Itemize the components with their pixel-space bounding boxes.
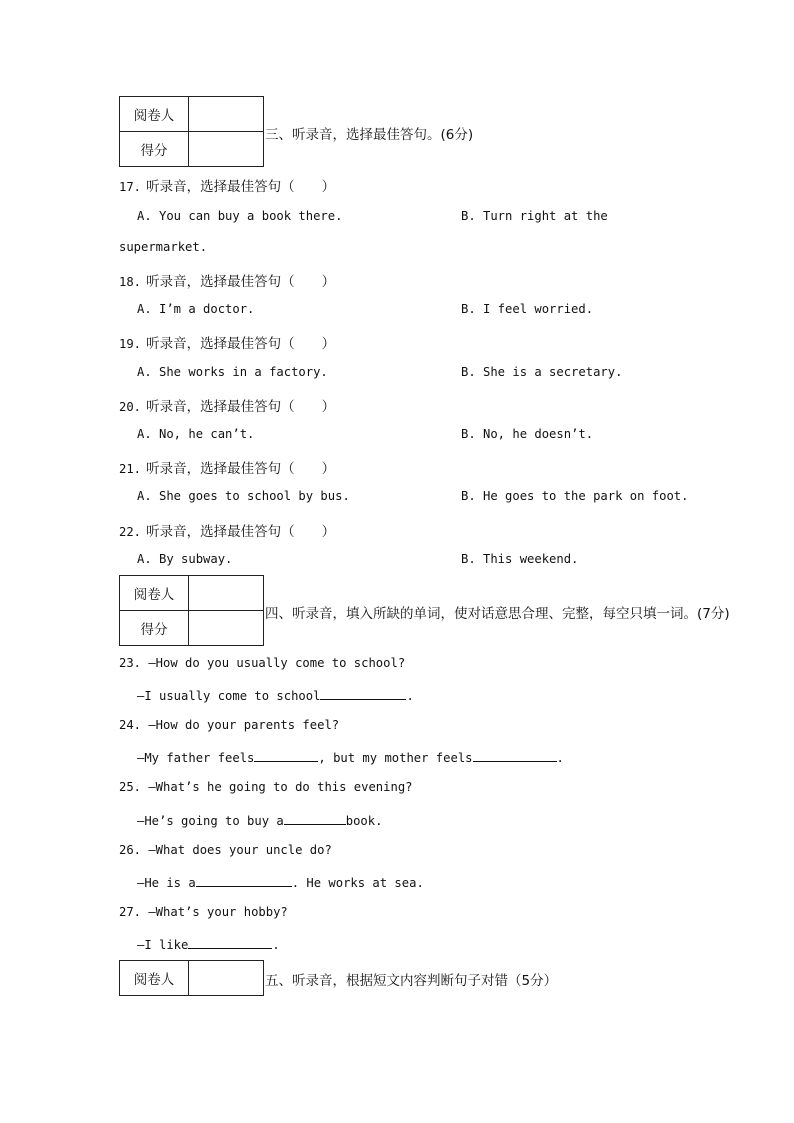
answer-blank[interactable] bbox=[320, 687, 406, 700]
option-b-17[interactable]: B. Turn right at the bbox=[461, 209, 608, 223]
answer-blank[interactable] bbox=[196, 874, 292, 887]
question-21 bbox=[119, 457, 335, 477]
score-table-section-3 bbox=[119, 96, 264, 167]
question-prompt: 听录音，选择最佳答句（ ） bbox=[146, 399, 336, 415]
question-18 bbox=[119, 270, 335, 290]
dialogue-25-question: 25. —What’s he going to do this evening? bbox=[119, 780, 413, 794]
answer-blank[interactable] bbox=[254, 749, 318, 762]
answer-blank[interactable] bbox=[473, 749, 557, 762]
question-20 bbox=[119, 395, 335, 415]
question-prompt: 听录音，选择最佳答句（ ） bbox=[146, 274, 336, 290]
answer-blank[interactable] bbox=[284, 812, 346, 825]
question-prompt: 听录音，选择最佳答句（ ） bbox=[146, 179, 336, 195]
option-a-20[interactable]: A. No, he can’t. bbox=[137, 427, 255, 441]
option-a-22[interactable]: A. By subway. bbox=[137, 552, 233, 566]
question-22 bbox=[119, 520, 335, 540]
answer-blank[interactable] bbox=[188, 936, 272, 949]
dialogue-23-question: 23. —How do you usually come to school? bbox=[119, 656, 406, 670]
option-a-18[interactable]: A. I’m a doctor. bbox=[137, 302, 255, 316]
question-number: 20. bbox=[119, 400, 142, 414]
dialogue-24-question: 24. —How do your parents feel? bbox=[119, 718, 340, 732]
dialogue-23-answer: —I usually come to school . bbox=[137, 689, 414, 703]
option-a-21[interactable]: A. She goes to school by bus. bbox=[137, 489, 350, 503]
reviewer-label: 阅卷人 bbox=[120, 97, 189, 132]
option-b-18[interactable]: B. I feel worried. bbox=[461, 302, 594, 316]
dialogue-27-answer: —I like . bbox=[137, 938, 280, 952]
question-number: 19. bbox=[119, 337, 142, 351]
reviewer-label: 阅卷人 bbox=[120, 961, 189, 996]
section-4-heading: 四、听录音，填入所缺的单词，使对话意思合理、完整，每空只填一词。(7分) bbox=[265, 606, 730, 622]
question-number: 17. bbox=[119, 180, 142, 194]
score-cell[interactable] bbox=[189, 132, 264, 167]
reviewer-cell[interactable] bbox=[189, 961, 264, 996]
dialogue-26-answer: —He is a . He works at sea. bbox=[137, 876, 424, 890]
dialogue-25-answer: —He’s going to buy a book. bbox=[137, 814, 383, 828]
question-prompt: 听录音，选择最佳答句（ ） bbox=[146, 524, 336, 540]
option-b-17-continued: supermarket. bbox=[119, 240, 208, 254]
question-17 bbox=[119, 175, 335, 195]
section-3-heading: 三、听录音，选择最佳答句。(6分) bbox=[265, 127, 474, 143]
score-label: 得分 bbox=[120, 132, 189, 167]
question-number: 18. bbox=[119, 275, 142, 289]
option-a-19[interactable]: A. She works in a factory. bbox=[137, 365, 328, 379]
reviewer-cell[interactable] bbox=[189, 97, 264, 132]
dialogue-24-answer: —My father feels , but my mother feels . bbox=[137, 751, 564, 765]
score-table-section-4 bbox=[119, 575, 264, 646]
question-19 bbox=[119, 332, 335, 352]
dialogue-26-question: 26. —What does your uncle do? bbox=[119, 843, 332, 857]
question-prompt: 听录音，选择最佳答句（ ） bbox=[146, 461, 336, 477]
reviewer-cell[interactable] bbox=[189, 576, 264, 611]
option-b-21[interactable]: B. He goes to the park on foot. bbox=[461, 489, 689, 503]
option-b-20[interactable]: B. No, he doesn’t. bbox=[461, 427, 594, 441]
section-5-heading: 五、听录音，根据短文内容判断句子对错（5分） bbox=[265, 973, 558, 989]
score-cell[interactable] bbox=[189, 611, 264, 646]
score-table-section-5 bbox=[119, 960, 264, 996]
question-prompt: 听录音，选择最佳答句（ ） bbox=[146, 336, 336, 352]
score-label: 得分 bbox=[120, 611, 189, 646]
dialogue-27-question: 27. —What’s your hobby? bbox=[119, 905, 288, 919]
question-number: 22. bbox=[119, 525, 142, 539]
question-number: 21. bbox=[119, 462, 142, 476]
reviewer-label: 阅卷人 bbox=[120, 576, 189, 611]
option-a-17[interactable]: A. You can buy a book there. bbox=[137, 209, 343, 223]
option-b-19[interactable]: B. She is a secretary. bbox=[461, 365, 623, 379]
option-b-22[interactable]: B. This weekend. bbox=[461, 552, 579, 566]
